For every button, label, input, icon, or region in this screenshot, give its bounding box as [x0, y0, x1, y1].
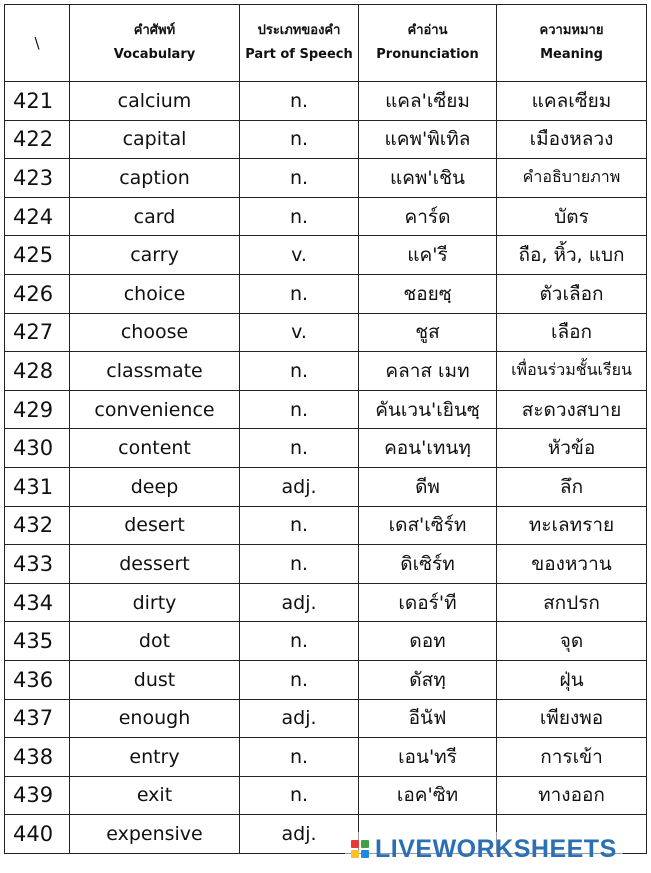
row-word: choose: [70, 313, 240, 352]
row-number: 422: [5, 120, 70, 159]
row-part-of-speech: n.: [240, 390, 359, 429]
row-part-of-speech: adj.: [240, 815, 359, 854]
header-number: \: [5, 5, 70, 82]
row-meaning: ทะเลทราย: [497, 506, 647, 545]
row-part-of-speech: n.: [240, 429, 359, 468]
vocabulary-table: [4, 4, 647, 854]
row-pronunciation: เอน'ทรี: [359, 738, 497, 777]
row-number: 435: [5, 622, 70, 661]
row-pronunciation: แคล'เซียม: [359, 82, 497, 121]
row-number: 425: [5, 236, 70, 275]
row-meaning: ทางออก: [497, 776, 647, 815]
row-pronunciation: แคพ'เชิน: [359, 159, 497, 198]
row-pronunciation: อีนัฟ: [359, 699, 497, 738]
row-word: dot: [70, 622, 240, 661]
row-number: 429: [5, 390, 70, 429]
row-part-of-speech: n.: [240, 776, 359, 815]
row-part-of-speech: v.: [240, 313, 359, 352]
row-part-of-speech: adj.: [240, 583, 359, 622]
row-part-of-speech: v.: [240, 236, 359, 275]
row-number: 440: [5, 815, 70, 854]
row-word: expensive: [70, 815, 240, 854]
row-meaning: การเข้า: [497, 738, 647, 777]
table-row: [5, 545, 647, 584]
header-pronunciation: [359, 5, 497, 82]
row-number: 428: [5, 352, 70, 391]
table-row: [5, 738, 647, 777]
table-row: [5, 622, 647, 661]
row-word: content: [70, 429, 240, 468]
row-part-of-speech: adj.: [240, 467, 359, 506]
row-pronunciation: ดิเซิร์ท: [359, 545, 497, 584]
row-word: capital: [70, 120, 240, 159]
table-row: [5, 236, 647, 275]
watermark-text: LIVEWORKSHEETS: [375, 834, 617, 863]
row-pronunciation: ชูส: [359, 313, 497, 352]
row-word: dirty: [70, 583, 240, 622]
row-meaning: จุด: [497, 622, 647, 661]
header-meaning: [497, 5, 647, 82]
liveworksheets-watermark: [345, 832, 623, 866]
header-vocabulary-english: Vocabulary: [113, 47, 196, 62]
row-number: 424: [5, 197, 70, 236]
header-pos-thai: ประเภทของคำ: [257, 23, 341, 38]
row-meaning: สะดวงสบาย: [497, 390, 647, 429]
table-row: [5, 699, 647, 738]
row-meaning: หัวข้อ: [497, 429, 647, 468]
row-meaning: คำอธิบายภาพ: [497, 159, 647, 198]
row-word: enough: [70, 699, 240, 738]
row-pronunciation: คอน'เทนทฺ: [359, 429, 497, 468]
row-number: 426: [5, 274, 70, 313]
row-part-of-speech: n.: [240, 197, 359, 236]
row-number: 434: [5, 583, 70, 622]
row-pronunciation: เดอร์'ที: [359, 583, 497, 622]
row-part-of-speech: n.: [240, 82, 359, 121]
logo-square-yellow: [351, 850, 359, 858]
row-meaning: เลือก: [497, 313, 647, 352]
header-pos-english: Part of Speech: [245, 47, 353, 62]
header-pronunciation-english: Pronunciation: [376, 47, 479, 62]
row-word: desert: [70, 506, 240, 545]
row-meaning: บัตร: [497, 197, 647, 236]
row-pronunciation: แคพ'พิเทิล: [359, 120, 497, 159]
row-word: deep: [70, 467, 240, 506]
header-meaning-thai: ความหมาย: [539, 23, 604, 38]
row-number: 427: [5, 313, 70, 352]
row-word: dessert: [70, 545, 240, 584]
table-row: [5, 352, 647, 391]
row-pronunciation: ดีพ: [359, 467, 497, 506]
table-header-row: [5, 5, 647, 82]
logo-square-blue: [361, 850, 369, 858]
table-row: [5, 467, 647, 506]
header-vocabulary-thai: คำศัพท์: [133, 23, 176, 38]
row-meaning: เพื่อนร่วมชั้นเรียน: [497, 352, 647, 391]
row-meaning: สกปรก: [497, 583, 647, 622]
table-row: [5, 429, 647, 468]
table-row: [5, 197, 647, 236]
row-number: 431: [5, 467, 70, 506]
row-number: 439: [5, 776, 70, 815]
table-row: [5, 583, 647, 622]
row-meaning: เมืองหลวง: [497, 120, 647, 159]
row-meaning: ถือ, หิ้ว, แบก: [497, 236, 647, 275]
logo-square-red: [351, 840, 359, 848]
row-meaning: ลึก: [497, 467, 647, 506]
row-part-of-speech: n.: [240, 545, 359, 584]
liveworksheets-logo-icon: [351, 840, 369, 858]
row-pronunciation: ดอท: [359, 622, 497, 661]
row-pronunciation: คันเวน'เยินซฺ: [359, 390, 497, 429]
row-number: 437: [5, 699, 70, 738]
row-number: 436: [5, 660, 70, 699]
row-pronunciation: เดส'เซิร์ท: [359, 506, 497, 545]
header-vocabulary: [70, 5, 240, 82]
row-word: classmate: [70, 352, 240, 391]
row-part-of-speech: n.: [240, 120, 359, 159]
row-word: card: [70, 197, 240, 236]
row-word: calcium: [70, 82, 240, 121]
row-word: exit: [70, 776, 240, 815]
row-number: 421: [5, 82, 70, 121]
row-number: 430: [5, 429, 70, 468]
header-meaning-english: Meaning: [540, 47, 603, 62]
row-part-of-speech: n.: [240, 660, 359, 699]
header-part-of-speech: [240, 5, 359, 82]
table-row: [5, 660, 647, 699]
header-pronunciation-thai: คำอ่าน: [407, 23, 448, 38]
table-row: [5, 274, 647, 313]
row-pronunciation: ดัสทฺ: [359, 660, 497, 699]
table-row: [5, 390, 647, 429]
row-part-of-speech: n.: [240, 622, 359, 661]
row-number: 432: [5, 506, 70, 545]
row-part-of-speech: n.: [240, 274, 359, 313]
row-pronunciation: คาร์ด: [359, 197, 497, 236]
logo-square-green: [361, 840, 369, 848]
row-pronunciation: ชอยซฺ: [359, 274, 497, 313]
row-part-of-speech: n.: [240, 352, 359, 391]
row-word: entry: [70, 738, 240, 777]
row-word: carry: [70, 236, 240, 275]
row-meaning: ตัวเลือก: [497, 274, 647, 313]
row-number: 423: [5, 159, 70, 198]
table-row: [5, 776, 647, 815]
row-number: 438: [5, 738, 70, 777]
row-pronunciation: คลาส เมท: [359, 352, 497, 391]
table-row: [5, 82, 647, 121]
row-number: 433: [5, 545, 70, 584]
row-meaning: ของหวาน: [497, 545, 647, 584]
row-word: caption: [70, 159, 240, 198]
row-word: convenience: [70, 390, 240, 429]
row-word: dust: [70, 660, 240, 699]
row-meaning: เพียงพอ: [497, 699, 647, 738]
table-row: [5, 313, 647, 352]
row-meaning: แคลเซียม: [497, 82, 647, 121]
row-pronunciation: เอค'ซิท: [359, 776, 497, 815]
row-part-of-speech: n.: [240, 159, 359, 198]
row-meaning: ฝุ่น: [497, 660, 647, 699]
table-row: [5, 159, 647, 198]
table-row: [5, 120, 647, 159]
row-word: choice: [70, 274, 240, 313]
row-part-of-speech: adj.: [240, 699, 359, 738]
row-pronunciation: แค'รี: [359, 236, 497, 275]
table-row: [5, 506, 647, 545]
row-part-of-speech: n.: [240, 506, 359, 545]
row-part-of-speech: n.: [240, 738, 359, 777]
